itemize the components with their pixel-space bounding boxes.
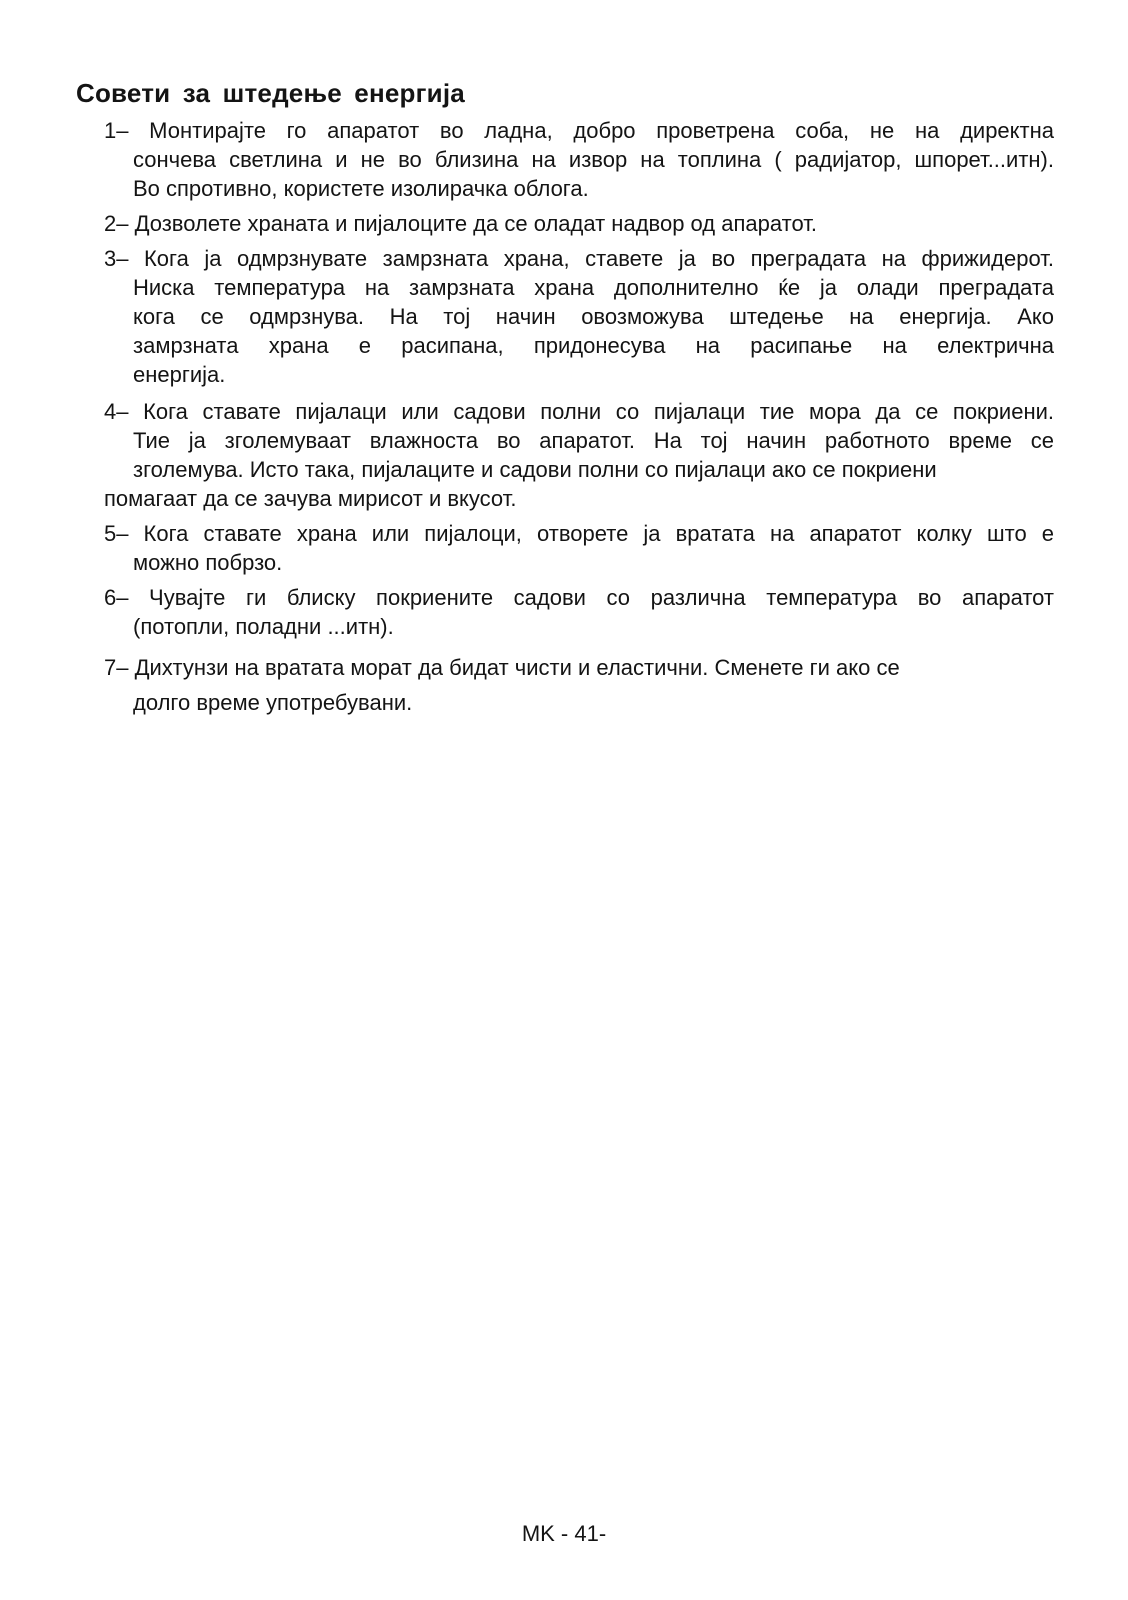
tip-3-line-5: енергија. xyxy=(133,362,226,387)
tip-3 xyxy=(104,244,1054,389)
tip-1-line-1: 1– Монтирајте го апаратот во ладна, добро проветрена соба, не на директна xyxy=(104,118,1054,143)
tip-4-line-1: 4– Кога ставате пијалаци или садови полни со пијалаци тие мора да се покриени. xyxy=(104,399,1054,424)
tip-6-line-1: 6– Чувајте ги блиску покриените садови со различна температура во апаратот xyxy=(104,585,1054,610)
tip-1 xyxy=(104,116,1054,203)
tip-4-line-3: зголемува. Исто така, пијалацитe и садови полни со пијалаци ако се покриени xyxy=(133,457,937,482)
tip-1-line-2: сончева светлина и не во близина на извор на топлина ( радијатор, шпорет...итн). xyxy=(133,147,1054,172)
tip-6-line-2: (потопли, поладни ...итн). xyxy=(133,614,394,639)
tip-5-line-1: 5– Кога ставате храна или пијалоци, отворете ја вратата на апаратот колку што е xyxy=(104,521,1054,546)
tip-3-line-1: 3– Кога ја одмрзнувате замрзната храна, ставете ја во преградата на фрижидерот. xyxy=(104,246,1054,271)
tip-4 xyxy=(104,397,1054,513)
tip-4-line-2: Тие ја зголемуваат влажноста во апаратот. На тој начин работното време се xyxy=(133,428,1054,453)
tip-3-line-4: замрзната храна е расипана, придонесува на расипање на електрична xyxy=(133,333,1054,358)
tip-7 xyxy=(104,653,1054,717)
tip-2 xyxy=(104,209,1054,238)
tip-7-line-1: 7– Дихтунзи на вратата морат да бидат чисти и еластични. Сменете ги ако се xyxy=(104,655,900,680)
tip-7-line-2: долго време употребувани. xyxy=(133,690,413,715)
tip-4-line-4: помагаат да се зачува мирисот и вкусот. xyxy=(104,486,517,511)
tip-2-line-1: 2– Дозволете храната и пијалоците да се оладат надвор од апаратот. xyxy=(104,211,817,236)
tip-5-line-2: можно побрзо. xyxy=(133,550,283,575)
tip-1-line-3: Во спротивно, користете изолирачка облога. xyxy=(133,176,589,201)
energy-saving-tips-list xyxy=(104,116,1054,717)
tip-5 xyxy=(104,519,1054,577)
section-heading: Совети за штедење енергија xyxy=(76,78,465,108)
tip-3-line-2: Ниска температура на замрзната храна дополнително ќе ја олади преградата xyxy=(133,275,1054,300)
page-number: MK - 41- xyxy=(521,1521,607,1546)
tip-6 xyxy=(104,583,1054,641)
tip-3-line-3: кога се одмрзнува. На тој начин овозможува штедење на енергија. Ако xyxy=(133,304,1054,329)
